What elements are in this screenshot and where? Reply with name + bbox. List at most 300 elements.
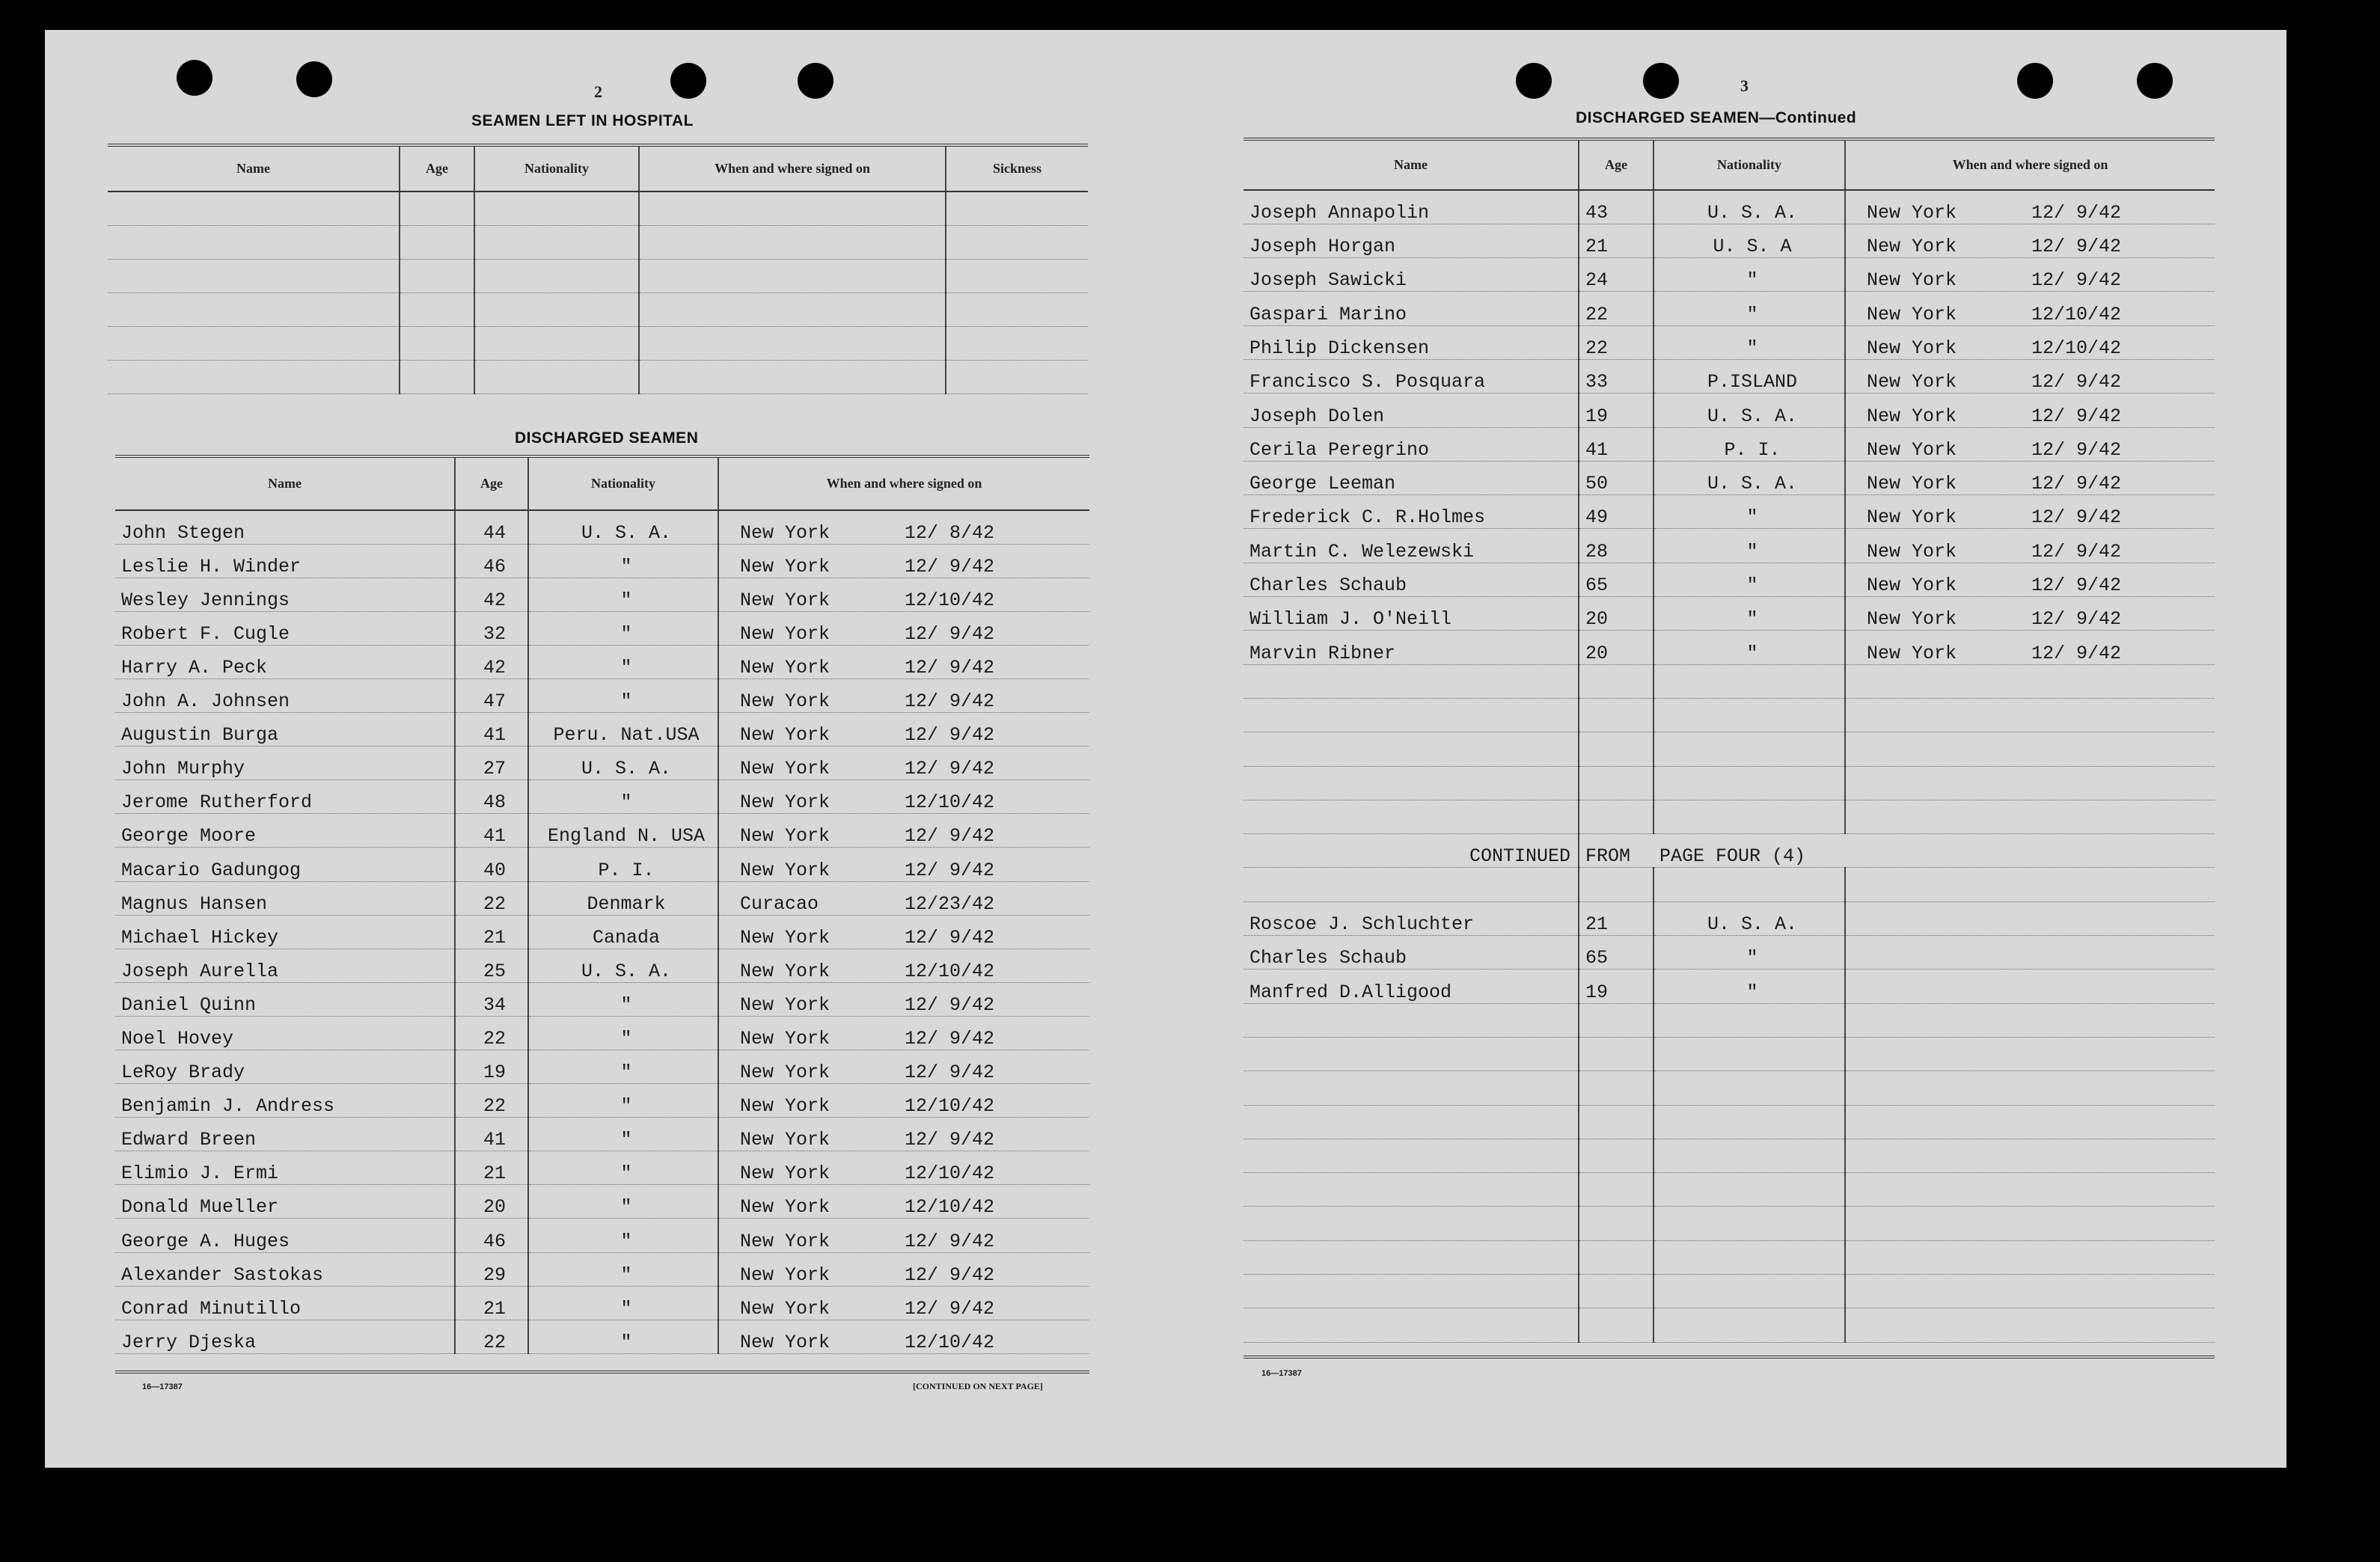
table-row [1243,461,2215,494]
table-row [115,747,1089,780]
signed-on-date: 12/ 9/42 [2031,371,2122,393]
cell-nationality: " [528,679,718,712]
table-row [1243,1139,2215,1172]
cell-age: 20 [1579,597,1654,631]
cell-signed-on [1845,1207,2215,1240]
signed-on-place: New York [1867,473,1957,495]
cell-age: 42 [455,578,528,611]
table-row [1243,359,2215,393]
table-row [1243,800,2215,833]
hospital-section-title: SEAMEN LEFT IN HOSPITAL [471,112,694,129]
table-row [1243,732,2215,766]
cell-age: 40 [455,848,528,881]
cell-age: 27 [455,747,528,780]
cell-age: 21 [455,1151,528,1185]
cell-age: 28 [1579,529,1654,563]
cell-name [108,192,400,225]
cell-signed-on [1845,359,2215,393]
signed-on-date: 12/ 9/42 [905,1264,995,1286]
signed-on-place: New York [740,1297,830,1320]
punch-hole [177,60,212,96]
cell-signed-on [718,1320,1089,1353]
cell-nationality: " [1654,325,1845,359]
cell-nationality: England N. USA [528,814,718,848]
punch-hole [2017,63,2053,99]
signed-on-place: New York [1867,506,1957,529]
cell-nationality: " [528,1050,718,1084]
signed-on-date: 12/10/42 [905,791,995,814]
signed-on-date: 12/10/42 [905,1163,995,1185]
continued-from-label: CONTINUED [1243,834,1579,868]
cell-name: Charles Schaub [1243,936,1579,970]
signed-on-date: 12/ 9/42 [2031,473,2122,495]
cell-signed-on [1845,393,2215,427]
cell-nationality: " [528,1252,718,1286]
cell-age: 46 [455,1219,528,1252]
cell-age: 50 [1579,461,1654,494]
cell-signed-on [1845,970,2215,1003]
signed-on-place: New York [740,1129,830,1151]
cell-name [1243,1308,1579,1342]
continued-from-label: FROM [1579,834,1654,868]
cell-nationality: " [1654,970,1845,1003]
cell-age: 20 [455,1185,528,1219]
cell-nationality: " [528,1185,718,1219]
signed-on-place: New York [1867,540,1957,563]
cell-signed-on [1845,1003,2215,1037]
signed-on-place: New York [740,1028,830,1050]
table-row [1243,631,2215,664]
table-row [1243,664,2215,698]
cell-name: Francisco S. Posquara [1243,359,1579,393]
table-row [115,510,1089,544]
cell-empty [1654,868,1845,901]
cell-nationality [1654,664,1845,698]
cell-name: Frederick C. R.Holmes [1243,495,1579,529]
cell-signed-on [718,578,1089,611]
cell-signed-on [1845,766,2215,800]
cell-nationality: U. S. A. [528,747,718,780]
signed-on-place: New York [1867,269,1957,292]
cell-signed-on [639,326,946,360]
cell-signed-on [639,225,946,259]
cell-age: 22 [1579,292,1654,325]
cell-nationality: " [528,544,718,578]
cell-nationality [1654,1240,1845,1274]
cell-nationality [1654,800,1845,833]
signed-on-place: New York [1867,201,1957,224]
cell-age: 41 [455,814,528,848]
cell-name [1243,1207,1579,1240]
signed-on-place: New York [740,758,830,780]
continued-from-label: PAGE FOUR (4) [1654,834,2215,868]
punch-hole [798,63,833,99]
cell-name: Roscoe J. Schluchter [1243,901,1579,935]
cell-age: 21 [455,1286,528,1320]
signed-on-date: 12/10/42 [2031,337,2122,359]
cell-age: 65 [1579,563,1654,596]
cell-nationality: U. S. A. [528,510,718,544]
cell-name: Cerila Peregrino [1243,427,1579,461]
signed-on-date: 12/10/42 [905,1095,995,1118]
cell-age [1579,664,1654,698]
cell-name: Martin C. Welezewski [1243,529,1579,563]
signed-on-date: 12/ 9/42 [905,1230,995,1252]
cell-age: 32 [455,611,528,645]
cell-age [1579,1240,1654,1274]
table-row [108,259,1088,293]
table-row [1243,936,2215,970]
signed-on-date: 12/ 9/42 [905,690,995,713]
cell-nationality [1654,1105,1845,1139]
cell-signed-on [718,747,1089,780]
cell-signed-on [718,679,1089,712]
col-header-sickness: Sickness [946,145,1088,192]
cell-nationality [1654,766,1845,800]
cell-nationality [474,225,639,259]
table-row [108,360,1088,393]
cell-sickness [946,192,1088,225]
cell-signed-on [718,915,1089,949]
cell-nationality [1654,1275,1845,1308]
cell-signed-on [718,1185,1089,1219]
cell-signed-on [639,293,946,326]
signed-on-place: New York [740,1264,830,1286]
cell-name [1243,1071,1579,1105]
cell-age [1579,732,1654,766]
cell-nationality [474,360,639,393]
cell-signed-on [718,949,1089,982]
signed-on-place: New York [740,926,830,949]
table-row [1243,495,2215,529]
table-row [1243,1207,2215,1240]
cell-name: Joseph Dolen [1243,393,1579,427]
cell-name [1243,1139,1579,1172]
cell-age [1579,1071,1654,1105]
cell-signed-on [1845,325,2215,359]
signed-on-place: New York [1867,371,1957,393]
table-row [115,578,1089,611]
cell-age: 20 [1579,631,1654,664]
cell-name [1243,1173,1579,1207]
cell-nationality: " [528,1286,718,1320]
cell-name [108,360,400,393]
cell-age [1579,1275,1654,1308]
punch-hole [1516,63,1552,99]
cell-nationality: U. S. A. [1654,190,1845,224]
cell-age: 19 [1579,393,1654,427]
cell-signed-on [1845,698,2215,732]
signed-on-date: 12/ 9/42 [2031,201,2122,224]
discharged-continued-table [1243,138,2215,1343]
cell-nationality [1654,1308,1845,1342]
cell-signed-on [1845,1105,2215,1139]
signed-on-date: 12/ 8/42 [905,521,995,544]
signed-on-date: 12/ 9/42 [2031,236,2122,258]
cell-signed-on [1845,800,2215,833]
cell-signed-on [718,814,1089,848]
signed-on-date: 12/ 9/42 [2031,575,2122,597]
cell-signed-on [718,1219,1089,1252]
table-row [1243,868,2215,901]
table-row [1243,698,2215,732]
table-row [1243,292,2215,325]
table-row [108,225,1088,259]
cell-age: 44 [455,510,528,544]
cell-name: Macario Gadungog [115,848,455,881]
cell-nationality: " [1654,631,1845,664]
cell-age: 41 [455,713,528,747]
cell-nationality [1654,1207,1845,1240]
cell-signed-on [639,259,946,293]
cell-nationality [1654,1071,1845,1105]
signed-on-place: New York [740,1095,830,1118]
cell-name: Jerry Djeska [115,1320,455,1353]
signed-on-place: New York [1867,337,1957,359]
cell-signed-on [718,780,1089,814]
col-header-signed-on: When and where signed on [718,456,1089,510]
cell-signed-on [1845,1139,2215,1172]
cell-age: 22 [1579,325,1654,359]
cell-nationality [1654,1139,1845,1172]
cell-signed-on [718,848,1089,881]
cell-nationality: U. S. A. [1654,901,1845,935]
cell-name: John Murphy [115,747,455,780]
signed-on-date: 12/ 9/42 [905,825,995,848]
signed-on-place: New York [1867,438,1957,461]
cell-sickness [946,360,1088,393]
cell-signed-on [1845,1037,2215,1071]
table-row [115,881,1089,915]
cell-signed-on [1845,597,2215,631]
cell-nationality [474,259,639,293]
cell-signed-on [1845,1071,2215,1105]
signed-on-date: 12/ 9/42 [905,1129,995,1151]
page-number: 3 [1740,76,1749,95]
cell-nationality: Peru. Nat.USA [528,713,718,747]
table-row [1243,834,2215,868]
signed-on-place: New York [740,993,830,1016]
cell-name: LeRoy Brady [115,1050,455,1084]
cell-age [1579,1139,1654,1172]
cell-nationality [1654,1003,1845,1037]
signed-on-date: 12/ 9/42 [905,993,995,1016]
signed-on-place: New York [740,1062,830,1084]
punch-hole [1643,63,1679,99]
cell-signed-on [1845,292,2215,325]
cell-nationality: " [1654,529,1845,563]
signed-on-place: New York [740,589,830,611]
signed-on-place: New York [740,1331,830,1353]
signed-on-place: New York [740,1196,830,1219]
cell-name: Wesley Jennings [115,578,455,611]
cell-name: John A. Johnsen [115,679,455,712]
table-row [115,1016,1089,1050]
cell-name: Magnus Hansen [115,881,455,915]
signed-on-place: New York [1867,608,1957,631]
signed-on-date: 12/ 9/42 [2031,608,2122,631]
signed-on-date: 12/10/42 [905,589,995,611]
table-row [115,1151,1089,1185]
cell-nationality: U. S. A. [1654,393,1845,427]
signed-on-date: 12/ 9/42 [905,724,995,747]
cell-empty [1579,868,1654,901]
cell-nationality: U. S. A. [1654,461,1845,494]
cell-nationality: " [528,780,718,814]
table-row [1243,597,2215,631]
cell-name: Charles Schaub [1243,563,1579,596]
cell-age [400,192,474,225]
cell-signed-on [718,1151,1089,1185]
cell-nationality: U. S. A [1654,224,1845,257]
cell-signed-on [718,544,1089,578]
table-row [1243,563,2215,596]
cell-age: 42 [455,645,528,679]
cell-nationality: " [1654,292,1845,325]
cell-name [1243,1003,1579,1037]
cell-empty [1243,868,1579,901]
signed-on-date: 12/ 9/42 [2031,540,2122,563]
table-row [1243,1037,2215,1071]
cell-age [1579,1173,1654,1207]
cell-nationality: " [528,1016,718,1050]
cell-age [1579,1308,1654,1342]
cell-nationality: " [528,645,718,679]
signed-on-date: 12/10/42 [2031,303,2122,325]
cell-sickness [946,225,1088,259]
cell-age: 29 [455,1252,528,1286]
cell-age [1579,1037,1654,1071]
signed-on-place: New York [1867,575,1957,597]
cell-age: 22 [455,1084,528,1118]
cell-name: Benjamin J. Andress [115,1084,455,1118]
cell-age: 22 [455,881,528,915]
cell-name: William J. O'Neill [1243,597,1579,631]
cell-age: 33 [1579,359,1654,393]
cell-age [400,293,474,326]
cell-age [1579,800,1654,833]
cell-signed-on [1845,258,2215,292]
cell-signed-on [1845,1308,2215,1342]
table-row [115,915,1089,949]
table-row [1243,325,2215,359]
punch-hole [296,61,332,97]
cell-name: Philip Dickensen [1243,325,1579,359]
cell-name [1243,1240,1579,1274]
cell-nationality: " [528,578,718,611]
page-number: 2 [594,82,602,101]
cell-name: Donald Mueller [115,1185,455,1219]
signed-on-place: New York [740,825,830,848]
table-row [108,192,1088,225]
table-row [1243,190,2215,224]
cell-nationality: Denmark [528,881,718,915]
signed-on-place: New York [740,622,830,645]
col-header-age: Age [400,145,474,192]
cell-signed-on [1845,427,2215,461]
cell-name: Joseph Sawicki [1243,258,1579,292]
signed-on-date: 12/10/42 [905,1331,995,1353]
cell-name: Leslie H. Winder [115,544,455,578]
table-row [115,1050,1089,1084]
cell-signed-on [1845,1275,2215,1308]
cell-age: 41 [1579,427,1654,461]
cell-signed-on [718,1016,1089,1050]
cell-signed-on [718,982,1089,1016]
table-row [108,326,1088,360]
cell-name: Harry A. Peck [115,645,455,679]
cell-name: Noel Hovey [115,1016,455,1050]
signed-on-date: 12/ 9/42 [2031,506,2122,529]
cell-signed-on [718,1118,1089,1151]
table-row [115,1320,1089,1353]
col-header-age: Age [455,456,528,510]
cell-age: 22 [455,1016,528,1050]
table-row [115,1185,1089,1219]
signed-on-date: 12/ 9/42 [905,859,995,881]
signed-on-place: Curacao [740,892,819,915]
signed-on-place: New York [740,656,830,679]
table-row [1243,1173,2215,1207]
table-row [115,1286,1089,1320]
cell-name: Jerome Rutherford [115,780,455,814]
cell-nationality: " [528,1118,718,1151]
cell-nationality [474,326,639,360]
cell-signed-on [1845,1240,2215,1274]
cell-name [108,259,400,293]
cell-nationality: " [528,1084,718,1118]
table-row [1243,766,2215,800]
cell-nationality: " [1654,936,1845,970]
cell-name: Conrad Minutillo [115,1286,455,1320]
cell-age [1579,766,1654,800]
cell-name: Daniel Quinn [115,982,455,1016]
cell-name: Alexander Sastokas [115,1252,455,1286]
cell-age: 48 [455,780,528,814]
cell-signed-on [718,611,1089,645]
cell-name [108,293,400,326]
cell-name: Augustin Burga [115,713,455,747]
table-row [115,982,1089,1016]
signed-on-date: 12/10/42 [905,1196,995,1219]
col-header-name: Name [115,456,455,510]
cell-nationality: P.ISLAND [1654,359,1845,393]
cell-signed-on [1845,631,2215,664]
table-bottom-rule [1243,1356,2215,1359]
signed-on-place: New York [1867,405,1957,427]
table-row [1243,901,2215,935]
form-number: 16—17387 [1261,1369,1302,1378]
signed-on-date: 12/ 9/42 [905,1297,995,1320]
cell-name [1243,732,1579,766]
cell-age [400,360,474,393]
table-row [1243,1308,2215,1342]
cell-signed-on [718,1286,1089,1320]
table-row [1243,970,2215,1003]
table-row [115,679,1089,712]
cell-signed-on [718,881,1089,915]
table-row [1243,1105,2215,1139]
cell-name [1243,1037,1579,1071]
col-header-name: Name [108,145,400,192]
cell-nationality: " [528,1320,718,1353]
continued-note: [CONTINUED ON NEXT PAGE] [913,1381,1043,1391]
table-row [115,1118,1089,1151]
cell-age: 41 [455,1118,528,1151]
cell-age: 49 [1579,495,1654,529]
cell-age: 21 [1579,901,1654,935]
cell-nationality [1654,1173,1845,1207]
